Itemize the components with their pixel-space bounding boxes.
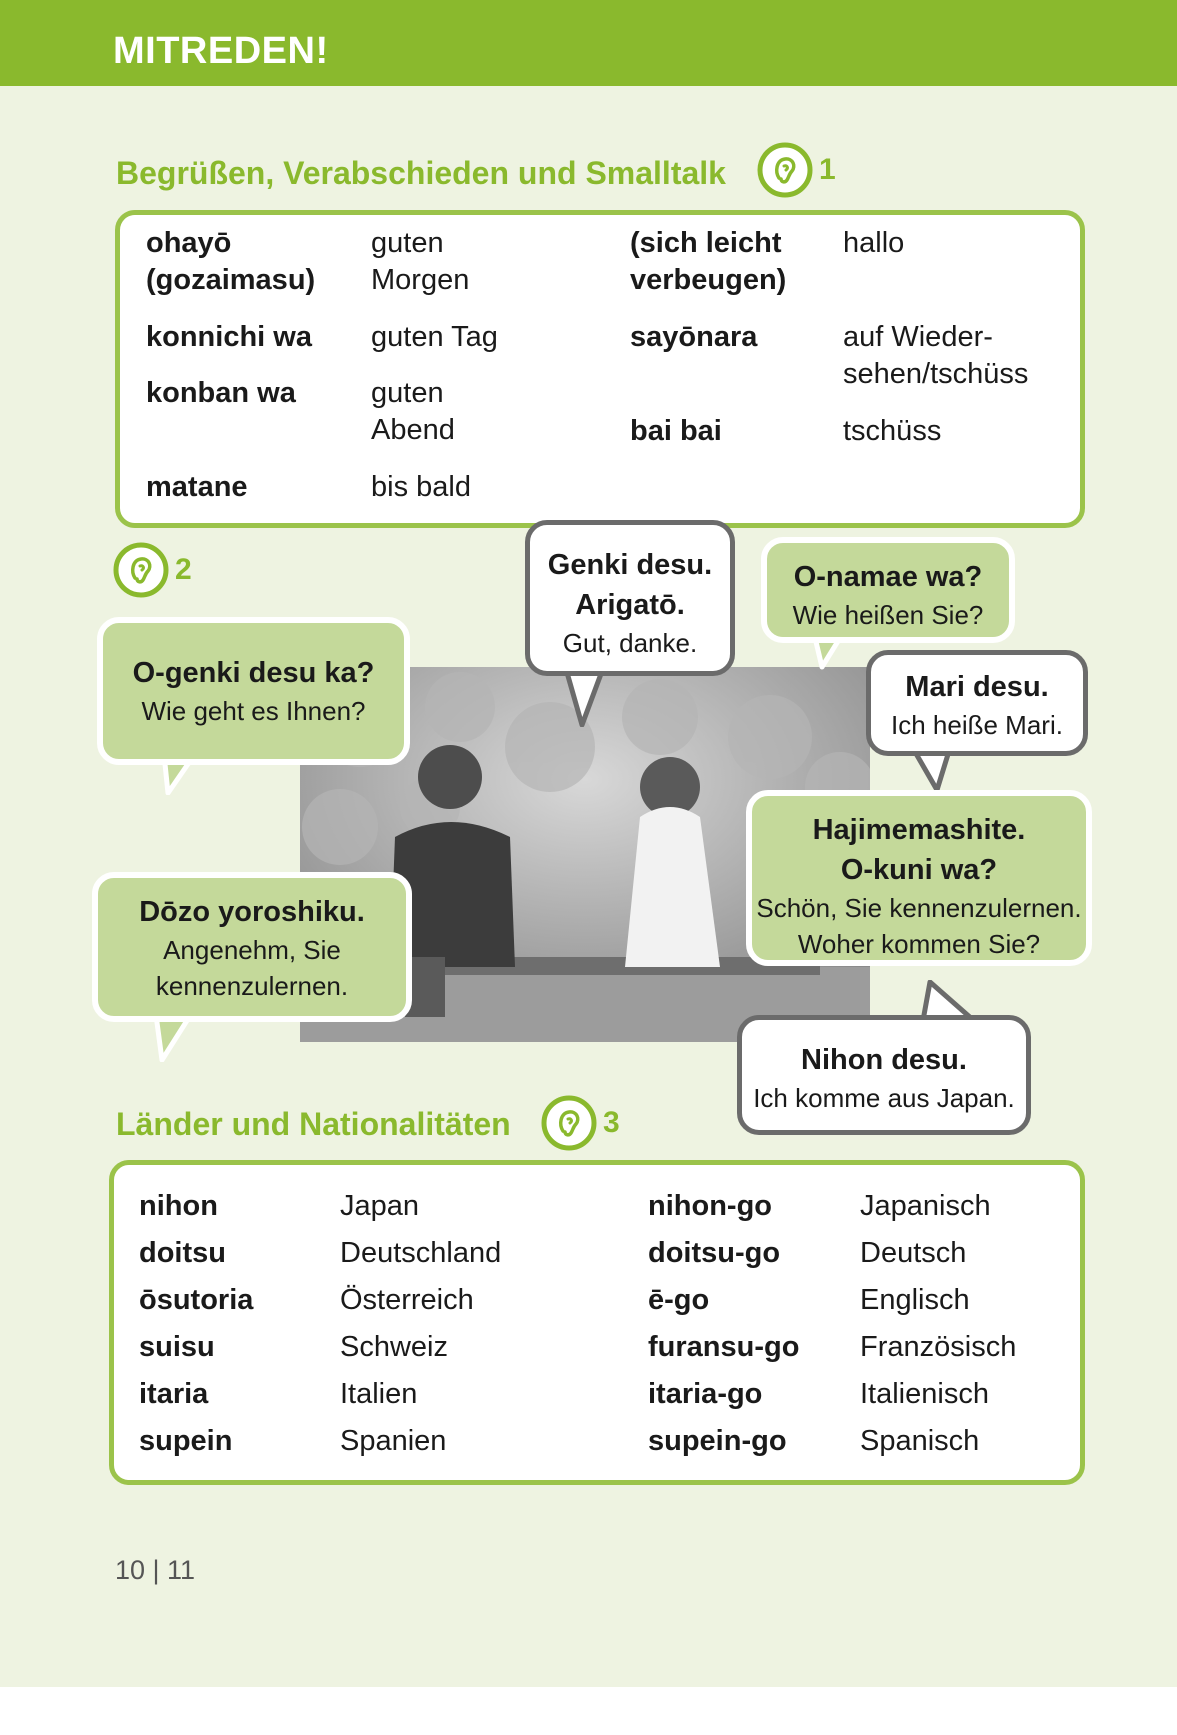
country-jp: supein (139, 1425, 233, 1457)
vocab-de: bis bald (371, 471, 471, 503)
speech-bubble-onamae: O-namae wa? Wie heißen Sie? (761, 537, 1015, 643)
vocab-jp: konban wa (146, 377, 296, 409)
language-de: Spanisch (860, 1425, 980, 1457)
vocab-de: guten Morgen (371, 227, 470, 296)
vocab-de: auf Wieder- sehen/tschüss (843, 321, 1029, 390)
country-de: Italien (340, 1378, 418, 1410)
vocab-de: guten Abend (371, 377, 455, 446)
country-de: Schweiz (340, 1331, 448, 1363)
language-jp: supein-go (648, 1425, 787, 1457)
language-de: Japanisch (860, 1190, 991, 1222)
speech-bubble-ogenki: O-genki desu ka? Wie geht es Ihnen? (97, 617, 410, 765)
speech-bubble-mari: Mari desu. Ich heiße Mari. (866, 650, 1088, 756)
ear-audio-icon (541, 1095, 597, 1151)
vocab-de: hallo (843, 227, 905, 259)
audio-track-1[interactable] (757, 142, 836, 198)
vocab-jp: konnichi wa (146, 321, 312, 353)
audio-track-2[interactable] (113, 542, 192, 598)
language-jp: itaria-go (648, 1378, 763, 1410)
country-jp: ōsutoria (139, 1284, 254, 1316)
language-de: Italienisch (860, 1378, 989, 1410)
audio-track-3[interactable] (541, 1095, 620, 1151)
country-de: Österreich (340, 1284, 474, 1316)
header-bar (0, 0, 1177, 86)
vocab-de: guten Tag (371, 321, 498, 353)
language-jp: doitsu-go (648, 1237, 781, 1269)
ear-audio-icon (113, 542, 169, 598)
speech-bubble-genki: Genki desu. Arigatō. Gut, danke. (525, 520, 735, 676)
country-jp: suisu (139, 1331, 215, 1363)
language-de: Englisch (860, 1284, 970, 1316)
language-jp: furansu-go (648, 1331, 800, 1363)
language-jp: ē-go (648, 1284, 710, 1316)
audio-track-number: 2 (175, 553, 192, 586)
audio-track-number: 1 (819, 153, 836, 186)
vocab-jp: sayōnara (630, 321, 758, 353)
country-jp: itaria (139, 1378, 209, 1410)
country-jp: doitsu (139, 1237, 226, 1269)
language-de: Französisch (860, 1331, 1017, 1363)
audio-track-number: 3 (603, 1106, 620, 1139)
country-de: Deutschland (340, 1237, 502, 1269)
country-de: Japan (340, 1190, 420, 1222)
section-title-greetings: Begrüßen, Verabschieden und Smalltalk (116, 155, 726, 191)
vocab-jp: ohayō (gozaimasu) (146, 227, 316, 296)
language-de: Deutsch (860, 1237, 967, 1269)
language-jp: nihon-go (648, 1190, 773, 1222)
section-title-countries: Länder und Nationalitäten (116, 1106, 511, 1142)
vocab-de: tschüss (843, 415, 942, 447)
vocab-jp: (sich leicht verbeugen) (630, 227, 787, 296)
speech-bubble-hajimemashite: Hajimemashite. O-kuni wa? Schön, Sie kennenzulernen. Woher kommen Sie? (746, 790, 1092, 966)
vocab-jp: bai bai (630, 415, 722, 447)
speech-bubble-nihon: Nihon desu. Ich komme aus Japan. (737, 1015, 1031, 1135)
page-numbers: 10 | 11 (115, 1555, 196, 1585)
country-de: Spanien (340, 1425, 447, 1457)
speech-bubble-dozo: Dōzo yoroshiku. Angenehm, Sie kennenzulernen. (92, 872, 412, 1022)
country-jp: nihon (139, 1190, 218, 1222)
vocab-jp: matane (146, 471, 248, 503)
ear-audio-icon (757, 142, 813, 198)
page-title: MITREDEN! (113, 30, 329, 72)
